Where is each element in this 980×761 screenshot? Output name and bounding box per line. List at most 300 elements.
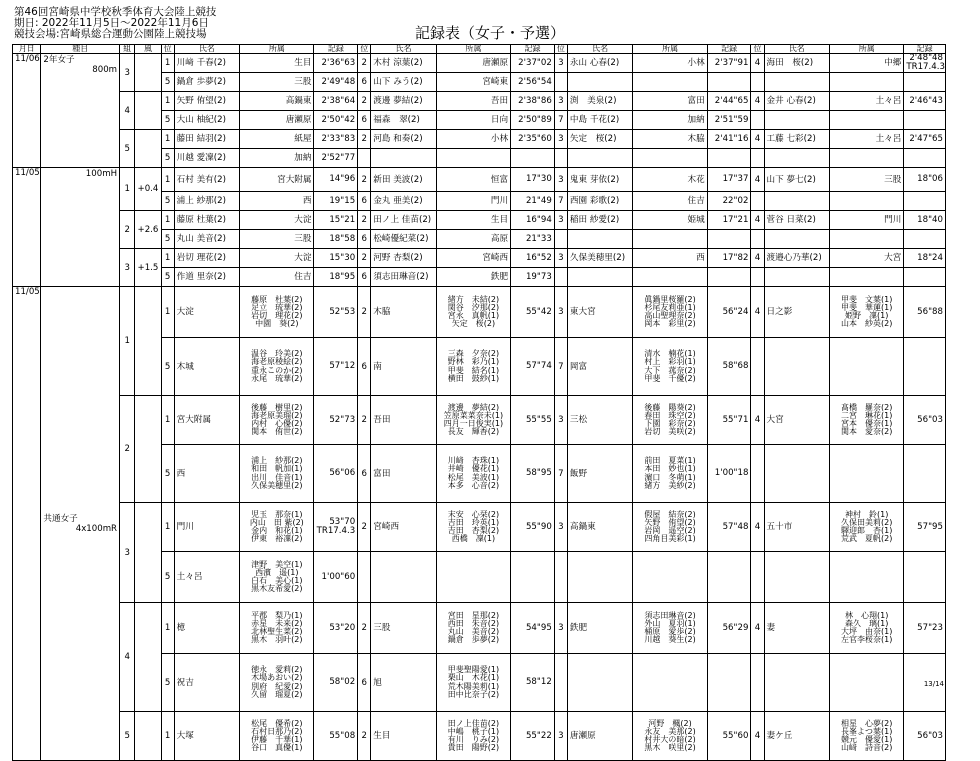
place-cell: 1 — [161, 130, 174, 149]
record-cell — [511, 111, 555, 130]
athlete-name: 海田 桜(2) — [764, 54, 830, 73]
member-list — [240, 338, 314, 396]
member-list — [830, 603, 904, 654]
record-cell — [511, 211, 555, 230]
record-cell — [707, 654, 751, 712]
team-name: 三股 — [371, 603, 437, 654]
record-time: 55"55 — [525, 414, 552, 425]
athlete-name: 新田 美波(2) — [371, 168, 437, 192]
team-name: 唐瀬原 — [240, 111, 314, 130]
record-time: 16"94 — [525, 214, 552, 225]
member-name: 長友 輝香(2) — [447, 427, 500, 437]
member-name: 甲斐 華蓮(1) — [841, 302, 893, 312]
athlete-name: 岩切 理花(2) — [174, 249, 240, 268]
record-cell — [707, 287, 751, 338]
member-name: 姫野 凜(1) — [845, 311, 889, 320]
place-cell: 4 — [751, 287, 764, 338]
member-name: 足立 琉華(2) — [251, 302, 303, 312]
member-name: 大坪 由奈(1) — [841, 627, 893, 636]
athlete-name: 中島 千花(2) — [567, 111, 633, 130]
member-name: 本田 妙也(1) — [644, 464, 696, 474]
member-name: 伊藤 千華(1) — [251, 735, 303, 744]
place-cell — [751, 552, 764, 603]
team-name: 吾田 — [371, 396, 437, 445]
record-cell — [707, 249, 751, 268]
record-time: 2'50"42 — [321, 114, 356, 125]
member-name: 後藤 陽葵(2) — [644, 402, 696, 412]
member-name: 田ノ上佳苗(2) — [447, 718, 500, 728]
heat-number: 5 — [120, 712, 135, 761]
wind-reading — [135, 603, 161, 712]
member-name: 関谷 汐那(2) — [447, 302, 500, 312]
team-name: 高鍋東 — [567, 503, 633, 552]
team-name: 唐瀬原 — [567, 712, 633, 761]
record-cell — [707, 211, 751, 230]
member-name: 矢定 桜(2) — [451, 319, 496, 329]
athlete-name: 丸山 美音(2) — [174, 230, 240, 249]
member-name: 濵口 冬萌(1) — [644, 472, 696, 482]
member-list — [436, 552, 510, 603]
team-name — [436, 149, 510, 168]
member-name: 岩切 美咲(2) — [644, 427, 696, 437]
record-time: 21"33 — [525, 233, 552, 244]
athlete-name — [764, 192, 830, 211]
record-cell — [511, 338, 555, 396]
team-name: 宮崎西 — [371, 503, 437, 552]
place-cell — [554, 654, 567, 712]
record-time: 15"30 — [329, 252, 356, 263]
record-cell — [511, 396, 555, 445]
athlete-name: 渡邊 夢結(2) — [371, 92, 437, 111]
record-cell — [511, 92, 555, 111]
record-cell — [707, 192, 751, 211]
member-name: 黒木 咲里(2) — [644, 743, 696, 753]
member-name: 高山聖理奈(2) — [644, 311, 696, 320]
athlete-name — [371, 149, 437, 168]
record-cell — [904, 249, 946, 268]
member-name: 石村日那乃(2) — [251, 726, 303, 736]
team-name — [764, 552, 830, 603]
event-distance: 800m — [92, 65, 118, 75]
place-cell: 7 — [554, 338, 567, 396]
member-list — [830, 552, 904, 603]
athlete-name: 金井 心春(2) — [764, 92, 830, 111]
member-list — [436, 654, 510, 712]
team-name: 飯野 — [567, 445, 633, 503]
record-cell — [904, 168, 946, 192]
member-name: 三森 夕奈(2) — [447, 349, 500, 359]
header-row — [13, 45, 946, 54]
record-time: 2'35"60 — [518, 133, 552, 144]
member-name: 和田 帆加(1) — [251, 464, 303, 474]
athlete-name: 松崎優紀菜(2) — [371, 230, 437, 249]
place-cell: 2 — [358, 130, 371, 149]
member-name: 假屋 結奈(2) — [644, 509, 696, 519]
athlete-name: 渕 美泉(2) — [567, 92, 633, 111]
team-name: 三股 — [240, 230, 314, 249]
athlete-name: 山下 みう(2) — [371, 73, 437, 92]
athlete-name: 藤原 杜葉(2) — [174, 211, 240, 230]
record-cell — [314, 338, 358, 396]
place-cell — [751, 73, 764, 92]
place-cell: 2 — [358, 168, 371, 192]
record-cell — [904, 268, 946, 287]
record-time: 19"15 — [329, 195, 356, 206]
place-cell: 2 — [358, 503, 371, 552]
member-name: 出川 佳音(1) — [251, 472, 303, 482]
team-name: 高原 — [436, 230, 510, 249]
place-cell: 5 — [161, 268, 174, 287]
column-header: 所属 — [240, 45, 314, 54]
record-cell — [314, 503, 358, 552]
member-list — [436, 712, 510, 761]
member-name: 田中比奈子(2) — [447, 689, 500, 699]
member-list — [436, 287, 510, 338]
place-cell: 2 — [358, 249, 371, 268]
record-cell — [511, 445, 555, 503]
member-name: 村井大の暗(2) — [644, 735, 696, 744]
place-cell: 3 — [554, 130, 567, 149]
member-list — [633, 603, 707, 654]
member-list — [633, 338, 707, 396]
member-name: 西濱 遥(1) — [255, 567, 299, 577]
member-name: 温谷 玲美(2) — [251, 349, 303, 359]
record-time: 2'51"59 — [714, 114, 749, 125]
athlete-name: 稲田 紗愛(2) — [567, 211, 633, 230]
team-name: 吾田 — [436, 92, 510, 111]
record-cell — [707, 230, 751, 249]
place-cell: 4 — [751, 603, 764, 654]
athlete-name: 川越 愛凜(2) — [174, 149, 240, 168]
member-list — [633, 552, 707, 603]
place-cell: 6 — [358, 445, 371, 503]
team-name: 生目 — [240, 54, 314, 73]
record-time: 2'38"64 — [321, 95, 356, 106]
member-name: 有川 りみ(2) — [447, 735, 500, 744]
athlete-name: 浦上 紗那(2) — [174, 192, 240, 211]
member-name: 児玉 那奈(1) — [251, 509, 303, 519]
place-cell: 4 — [751, 249, 764, 268]
record-cell — [511, 503, 555, 552]
place-cell: 7 — [554, 192, 567, 211]
team-name: 三股 — [240, 73, 314, 92]
record-time: 16"52 — [525, 252, 552, 263]
event-date: 11/06 — [13, 54, 41, 168]
member-name: 黒木友希愛(2) — [251, 584, 303, 594]
place-cell: 7 — [554, 445, 567, 503]
place-cell: 1 — [161, 503, 174, 552]
member-list — [633, 445, 707, 503]
record-cell — [707, 552, 751, 603]
team-name: 門川 — [436, 192, 510, 211]
heat-number: 5 — [120, 130, 135, 168]
place-cell: 5 — [161, 149, 174, 168]
place-cell: 4 — [751, 92, 764, 111]
member-name: 杉尾友莉亜(1) — [644, 302, 696, 312]
team-name: 五十市 — [764, 503, 830, 552]
member-name: 桶原 愛歩(2) — [644, 627, 696, 636]
team-name — [633, 73, 707, 92]
meet-venue: 競技会場:宮崎県総合運動公園陸上競技場 — [14, 28, 207, 40]
athlete-name: 西園 彩歌(2) — [567, 192, 633, 211]
member-name: 西橋 凜(1) — [451, 534, 496, 544]
team-name: 生目 — [436, 211, 510, 230]
record-cell — [314, 130, 358, 149]
member-name: 村上 彩羽(1) — [644, 357, 696, 367]
member-list — [830, 287, 904, 338]
team-name: 木花 — [633, 168, 707, 192]
member-name: 春田 珠空(2) — [644, 410, 696, 420]
place-cell — [554, 552, 567, 603]
record-time: 2'52"77 — [321, 152, 356, 163]
record-cell — [904, 396, 946, 445]
member-list — [830, 445, 904, 503]
team-name: 祝吉 — [174, 654, 240, 712]
place-cell: 5 — [161, 552, 174, 603]
member-name: 甲斐 結名(1) — [447, 365, 500, 375]
record-cell — [314, 396, 358, 445]
record-cell — [314, 654, 358, 712]
record-time: 56"29 — [722, 622, 749, 633]
member-name: 西田 朱音(2) — [447, 618, 500, 628]
event-cell — [41, 54, 120, 168]
place-cell: 3 — [554, 603, 567, 654]
wind-reading — [135, 396, 161, 503]
wind-reading: +0.4 — [135, 168, 161, 211]
member-name: 相星 心夢(2) — [841, 718, 893, 728]
record-cell — [904, 445, 946, 503]
record-time: 57"74 — [525, 361, 552, 371]
column-header: 位 — [358, 45, 371, 54]
results-table — [12, 44, 946, 761]
member-name: 別府 紀愛(2) — [251, 681, 303, 691]
member-list — [240, 396, 314, 445]
record-cell — [707, 396, 751, 445]
record-time: 17"82 — [722, 252, 749, 263]
event-name: 2年女子 — [43, 55, 75, 65]
place-cell: 4 — [751, 130, 764, 149]
record-cell — [314, 149, 358, 168]
place-cell: 4 — [751, 168, 764, 192]
member-name: 宮本 優奈(1) — [841, 419, 893, 428]
member-list — [240, 603, 314, 654]
column-header: 氏名 — [371, 45, 437, 54]
member-name: 緒方 未結(2) — [447, 294, 500, 304]
meet-name: 第46回宮崎県中学校秋季体育大会陸上競技 — [14, 6, 217, 18]
place-cell: 1 — [161, 396, 174, 445]
member-name: 内山 田 紫(2) — [249, 517, 304, 527]
member-name: 谷口 真優(1) — [251, 743, 303, 753]
team-name: 日之影 — [764, 287, 830, 338]
place-cell: 1 — [161, 603, 174, 654]
record-time: 2'49"48 — [321, 76, 356, 87]
team-name: 木脇 — [633, 130, 707, 149]
record-time: 56"88 — [917, 306, 943, 317]
place-cell — [358, 149, 371, 168]
column-header: 所属 — [830, 45, 904, 54]
team-name — [830, 111, 904, 130]
member-list — [830, 503, 904, 552]
record-time: 17"21 — [722, 214, 749, 225]
athlete-name: 矢野 侑望(2) — [174, 92, 240, 111]
team-name: 檍 — [174, 603, 240, 654]
record-cell — [707, 445, 751, 503]
record-cell — [904, 149, 946, 168]
record-cell — [314, 168, 358, 192]
column-header: 記録 — [904, 45, 946, 54]
team-name: 大塚 — [174, 712, 240, 761]
member-name: 井崎 優花(1) — [447, 464, 500, 474]
member-name: 野林 彩乃(1) — [447, 357, 500, 367]
team-name — [830, 73, 904, 92]
record-time: 52"53 — [329, 306, 356, 317]
member-name: 北林聖生菜(2) — [251, 627, 303, 636]
member-name: 藤原 杜葉(2) — [251, 294, 303, 304]
place-cell: 3 — [554, 54, 567, 73]
place-cell: 2 — [358, 287, 371, 338]
record-cell — [314, 712, 358, 761]
record-time: 2'37"02 — [518, 57, 552, 68]
member-name: 松尾 美波(1) — [447, 472, 500, 482]
place-cell — [358, 552, 371, 603]
record-cell — [904, 503, 946, 552]
table-row — [13, 503, 946, 552]
athlete-name — [764, 149, 830, 168]
record-time: 2'50"89 — [518, 114, 552, 125]
record-time: 2'47"65 — [909, 133, 943, 144]
record-cell — [511, 149, 555, 168]
member-name: 大下 菰奈(2) — [644, 365, 696, 375]
member-list — [633, 396, 707, 445]
member-name: 栗山 木花(1) — [447, 673, 500, 683]
record-time: 18"24 — [917, 252, 943, 263]
record-cell — [314, 287, 358, 338]
wind-reading — [135, 54, 161, 92]
member-name: 金内 和花(1) — [251, 526, 303, 535]
team-name — [633, 268, 707, 287]
place-cell: 4 — [751, 211, 764, 230]
record-time: 2'36"63 — [321, 57, 356, 68]
record-cell — [707, 130, 751, 149]
member-name: 海老原稜絵(2) — [251, 357, 303, 367]
member-name: 笠原菜菜奈未(1) — [443, 410, 504, 420]
place-cell: 1 — [161, 712, 174, 761]
record-time: 22"02 — [722, 195, 749, 206]
place-cell: 5 — [161, 73, 174, 92]
team-name: 宮大附属 — [174, 396, 240, 445]
event-date: 11/05 — [13, 287, 41, 761]
place-cell: 7 — [554, 111, 567, 130]
team-name: 大淀 — [174, 287, 240, 338]
member-name: 山﨑 詩音(2) — [841, 743, 893, 753]
event-distance: 4x100mR — [75, 523, 118, 534]
team-name: 富田 — [371, 445, 437, 503]
athlete-name — [567, 268, 633, 287]
athlete-name — [764, 73, 830, 92]
record-cell — [314, 249, 358, 268]
record-cell — [314, 552, 358, 603]
record-cell — [707, 268, 751, 287]
team-name — [830, 192, 904, 211]
column-header: 種目 — [41, 45, 120, 54]
record-cell — [314, 54, 358, 73]
record-cell — [511, 287, 555, 338]
team-name: 日向 — [436, 111, 510, 130]
column-header: 月日 — [13, 45, 41, 54]
member-name: 海老原美瑠(2) — [251, 410, 303, 420]
team-name: 西 — [174, 445, 240, 503]
member-name: 岩切 理花(2) — [251, 311, 303, 320]
event-distance: 100mH — [85, 169, 118, 179]
team-name: 中郷 — [830, 54, 904, 73]
member-name: 津野 美空(1) — [251, 559, 303, 569]
wind-reading — [135, 287, 161, 396]
column-header: 氏名 — [764, 45, 830, 54]
record-time: 2'44"65 — [714, 95, 749, 106]
event-name: 共通女子 — [43, 513, 78, 524]
member-name: 黒木 羽叶(2) — [251, 635, 303, 645]
table-row — [13, 130, 946, 149]
record-cell — [314, 111, 358, 130]
record-cell — [314, 73, 358, 92]
record-cell — [904, 287, 946, 338]
place-cell: 2 — [358, 211, 371, 230]
place-cell: 6 — [358, 111, 371, 130]
member-name: 神村 鈴(1) — [845, 509, 889, 519]
member-name: 荒木陽美莉(1) — [447, 681, 500, 691]
team-name: 南 — [371, 338, 437, 396]
column-header: 所属 — [436, 45, 510, 54]
record-time: 2'56"54 — [518, 76, 552, 87]
member-name: 宮永 真帆(1) — [447, 311, 500, 320]
record-time: 56"03 — [917, 730, 943, 741]
athlete-name: 石村 美有(2) — [174, 168, 240, 192]
team-name: 小林 — [633, 54, 707, 73]
record-time: 18"95 — [329, 271, 356, 282]
place-cell: 5 — [161, 192, 174, 211]
team-name: 大宮 — [830, 249, 904, 268]
member-name: 外山 夏羽(1) — [644, 618, 696, 628]
record-time: 57"23 — [917, 622, 943, 633]
record-cell — [511, 54, 555, 73]
event-date: 11/05 — [13, 168, 41, 287]
member-list — [633, 287, 707, 338]
team-name: 鉄肥 — [567, 603, 633, 654]
member-name: 荒武 夏帆(2) — [841, 534, 893, 544]
member-name: 浦上 紗那(2) — [251, 456, 303, 466]
team-name: 妻ケ丘 — [764, 712, 830, 761]
team-name — [830, 268, 904, 287]
team-name: 生目 — [371, 712, 437, 761]
member-name: 川﨑 杏珠(1) — [447, 456, 500, 466]
event-cell — [41, 287, 120, 761]
table-row — [13, 603, 946, 654]
column-header: 記録 — [707, 45, 751, 54]
team-name: 木脇 — [371, 287, 437, 338]
place-cell: 5 — [161, 445, 174, 503]
record-cell — [707, 712, 751, 761]
place-cell — [751, 149, 764, 168]
place-cell: 1 — [161, 287, 174, 338]
table-row — [13, 712, 946, 761]
athlete-name — [764, 230, 830, 249]
member-name: 永友 美那(2) — [644, 726, 696, 736]
athlete-name — [567, 73, 633, 92]
member-name: 重永このか(2) — [251, 365, 303, 375]
record-cell — [314, 211, 358, 230]
record-time: 55"22 — [525, 730, 552, 741]
member-name: 松尾 優希(2) — [251, 718, 303, 728]
